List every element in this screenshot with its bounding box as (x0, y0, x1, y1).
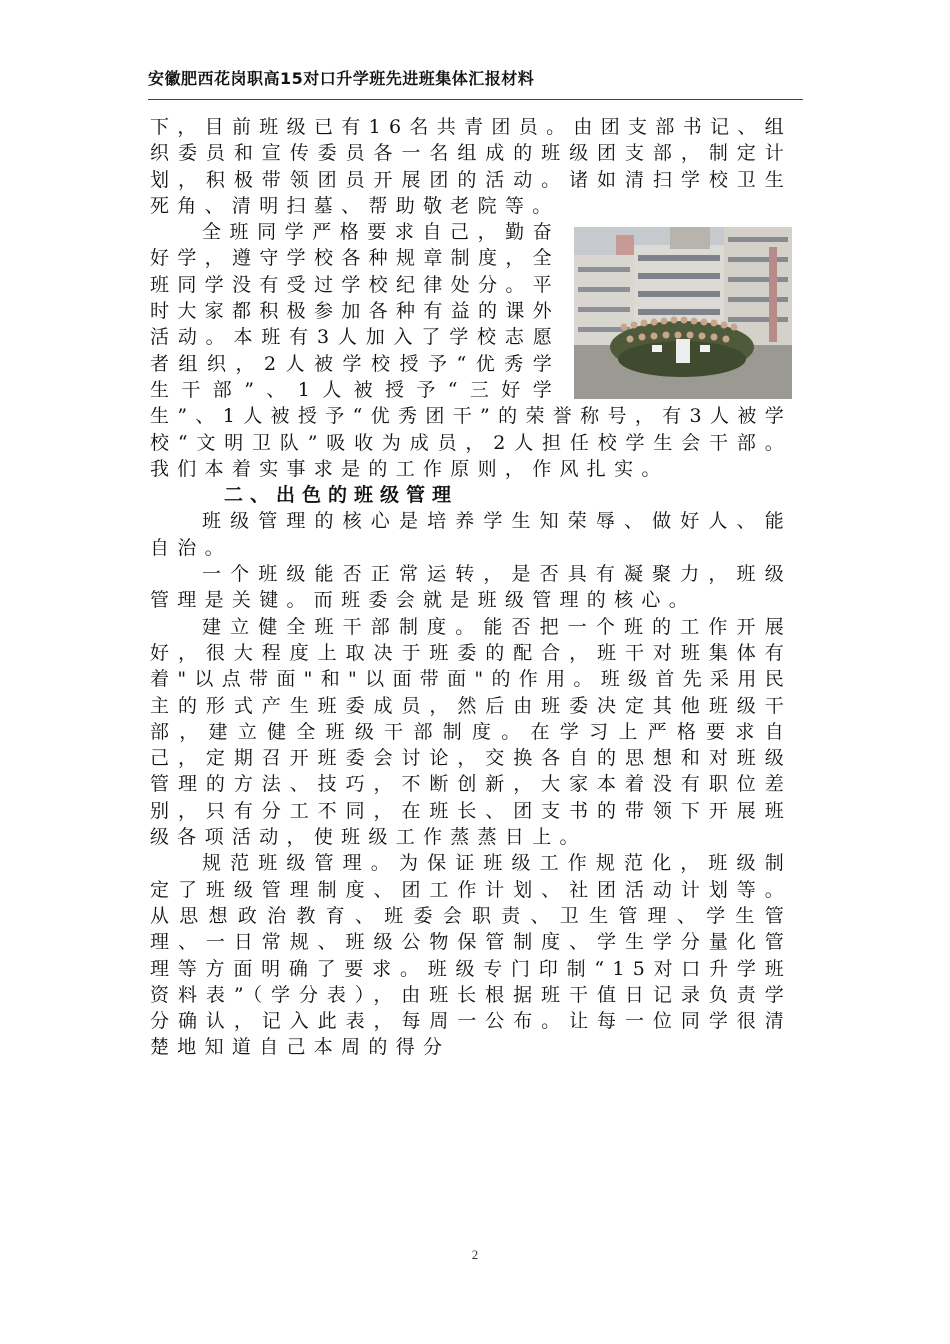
section-heading-class-management: 二、出色的班级管理 (224, 484, 459, 507)
paragraph-league-branch: 下，目前班级已有16名共青团员。由团支部书记、组织委员和宣传委员各一名组成的班级团支部，制定计划，积极带领团员开展团的活动。诸如清扫学校卫生死角、清明扫墓、帮助敬老院等。 (150, 116, 792, 217)
header-divider (148, 99, 803, 100)
paragraph-class-honors: 全班同学严格要求自己，勤奋好学，遵守学校各种规章制度，全班同学没有受过学校纪律处分。平时大家都积极参加各种有益的课外活动。本班有3人加入了学校志愿者组织，2人被学校授予“优秀学生干部”、1人被授予“三好学生”、1人被授予“优秀团干”的荣誉称号，有3人被学校“文明卫队”吸收为成员，2人担任校学生会干部。我们本着实事求是的工作原则，作风扎实。 (150, 221, 792, 480)
paragraph-cadre-system: 建立健全班干部制度。能否把一个班的工作开展好，很大程度上取决于班委的配合，班干对班集体有着"以点带面"和"以面带面"的作用。班级首先采用民主的形式产生班委成员，然后由班委决定其他班级干部，建立健全班级干部制度。在学习上严格要求自己，定期召开班委会讨论，交换各自的思想和对班级管理的方法、技巧，不断创新，大家本着没有职位差别，只有分工不同，在班长、团支书的带领下开展班级各项活动，使班级工作蒸蒸日上。 (150, 615, 792, 849)
document-body (150, 114, 792, 1061)
paragraph-management-core: 班级管理的核心是培养学生知荣辱、做好人、能自治。 (150, 510, 792, 559)
class-group-photo (574, 227, 792, 399)
paragraph-class-committee: 一个班级能否正常运转，是否具有凝聚力，班级管理是关键。而班委会就是班级管理的核心。 (150, 563, 792, 612)
paragraph-standard-management: 规范班级管理。为保证班级工作规范化，班级制定了班级管理制度、团工作计划、社团活动计划等。从思想政治教育、班委会职责、卫生管理、学生管理、一日常规、班级公物保管制度、学生学分量化管理等方面明确了要求。班级专门印制“15对口升学班资料表”（学分表），由班长根据班干值日记录负责学分确认，记入此表，每周一公布。让每一位同学很清楚地知道自己本周的得分 (150, 852, 792, 1059)
page-header-title: 安徽肥西花岗职高15对口升学班先进班集体汇报材料 (148, 69, 535, 88)
page-number: 2 (471, 1247, 479, 1262)
